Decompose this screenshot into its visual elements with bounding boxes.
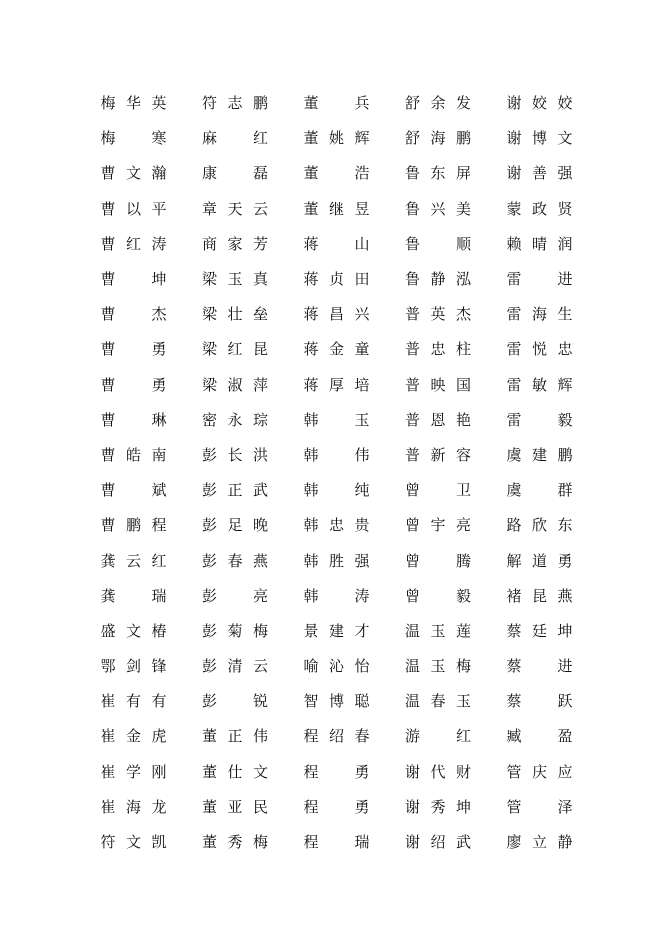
name-row bbox=[100, 684, 580, 719]
name-row bbox=[100, 755, 580, 790]
name-entry: 普 恩 艳 bbox=[404, 410, 471, 429]
name-entry: 普 映 国 bbox=[404, 375, 471, 394]
name-entry: 路 欣 东 bbox=[506, 516, 573, 535]
name-entry: 虞 建 鹏 bbox=[506, 445, 573, 464]
name-entry: 彭 清 云 bbox=[201, 657, 268, 676]
name-row bbox=[100, 614, 580, 649]
name-entry: 董 姚 辉 bbox=[303, 129, 370, 148]
name-entry: 商 家 芳 bbox=[201, 234, 268, 253]
name-entry: 韩 忠 贵 bbox=[303, 516, 370, 535]
name-entry: 普 新 容 bbox=[404, 445, 471, 464]
name-entry: 鲁 兴 美 bbox=[404, 199, 471, 218]
name-entry: 舒 海 鹏 bbox=[404, 129, 471, 148]
name-entry: 曹 皓 南 bbox=[100, 445, 167, 464]
name-entry: 曹 红 涛 bbox=[100, 234, 167, 253]
name-entry: 彭 正 武 bbox=[201, 481, 268, 500]
name-row bbox=[100, 121, 580, 156]
name-entry: 崔 学 刚 bbox=[100, 762, 167, 781]
name-entry: 符 文 凯 bbox=[100, 833, 167, 852]
name-entry: 盛 文 椿 bbox=[100, 621, 167, 640]
name-entry: 董 兵 bbox=[303, 94, 370, 113]
name-entry: 褚 昆 燕 bbox=[506, 586, 573, 605]
name-entry: 游 红 bbox=[404, 727, 471, 746]
name-entry: 智 博 聪 bbox=[303, 692, 370, 711]
name-entry: 董 浩 bbox=[303, 164, 370, 183]
name-entry: 雷 进 bbox=[506, 270, 573, 289]
name-row bbox=[100, 579, 580, 614]
name-entry: 蔡 跃 bbox=[506, 692, 573, 711]
name-entry: 谢 姣 姣 bbox=[506, 94, 573, 113]
name-entry: 蒙 政 贤 bbox=[506, 199, 573, 218]
name-row bbox=[100, 262, 580, 297]
name-entry: 鄂 剑 锋 bbox=[100, 657, 167, 676]
name-row bbox=[100, 156, 580, 191]
name-entry: 韩 玉 bbox=[303, 410, 370, 429]
name-entry: 蒋 金 童 bbox=[303, 340, 370, 359]
name-entry: 谢 绍 武 bbox=[404, 833, 471, 852]
name-entry: 管 泽 bbox=[506, 797, 573, 816]
name-entry: 曹 斌 bbox=[100, 481, 167, 500]
name-row bbox=[100, 790, 580, 825]
name-entry: 韩 胜 强 bbox=[303, 551, 370, 570]
name-entry: 曹 勇 bbox=[100, 340, 167, 359]
name-entry: 麻 红 bbox=[201, 129, 268, 148]
name-entry: 龚 云 红 bbox=[100, 551, 167, 570]
name-row bbox=[100, 508, 580, 543]
name-entry: 蔡 廷 坤 bbox=[506, 621, 573, 640]
name-row bbox=[100, 473, 580, 508]
name-entry: 谢 善 强 bbox=[506, 164, 573, 183]
name-entry: 彭 亮 bbox=[201, 586, 268, 605]
name-entry: 虞 群 bbox=[506, 481, 573, 500]
name-entry: 崔 金 虎 bbox=[100, 727, 167, 746]
name-row bbox=[100, 649, 580, 684]
name-row bbox=[100, 192, 580, 227]
name-row bbox=[100, 368, 580, 403]
name-entry: 雷 悦 忠 bbox=[506, 340, 573, 359]
name-entry: 梅 华 英 bbox=[100, 94, 167, 113]
name-entry: 彭 菊 梅 bbox=[201, 621, 268, 640]
name-entry: 蔡 进 bbox=[506, 657, 573, 676]
name-entry: 董 亚 民 bbox=[201, 797, 268, 816]
name-entry: 蒋 贞 田 bbox=[303, 270, 370, 289]
name-row bbox=[100, 86, 580, 121]
name-entry: 曹 以 平 bbox=[100, 199, 167, 218]
name-entry: 曹 琳 bbox=[100, 410, 167, 429]
name-entry: 董 继 昱 bbox=[303, 199, 370, 218]
name-entry: 曹 杰 bbox=[100, 305, 167, 324]
name-entry: 谢 博 文 bbox=[506, 129, 573, 148]
name-row bbox=[100, 297, 580, 332]
name-entry: 曾 宇 亮 bbox=[404, 516, 471, 535]
name-entry: 密 永 琮 bbox=[201, 410, 268, 429]
name-row bbox=[100, 403, 580, 438]
name-entry: 温 玉 莲 bbox=[404, 621, 471, 640]
name-row bbox=[100, 543, 580, 578]
name-list bbox=[100, 86, 580, 860]
name-entry: 曹 鹏 程 bbox=[100, 516, 167, 535]
name-entry: 彭 锐 bbox=[201, 692, 268, 711]
name-entry: 彭 春 燕 bbox=[201, 551, 268, 570]
name-entry: 董 仕 文 bbox=[201, 762, 268, 781]
name-entry: 谢 秀 坤 bbox=[404, 797, 471, 816]
name-entry: 彭 足 晚 bbox=[201, 516, 268, 535]
name-entry: 解 道 勇 bbox=[506, 551, 573, 570]
name-entry: 曹 坤 bbox=[100, 270, 167, 289]
name-entry: 蒋 山 bbox=[303, 234, 370, 253]
name-entry: 韩 涛 bbox=[303, 586, 370, 605]
name-entry: 雷 敏 辉 bbox=[506, 375, 573, 394]
name-entry: 曾 毅 bbox=[404, 586, 471, 605]
name-entry: 蒋 昌 兴 bbox=[303, 305, 370, 324]
name-entry: 鲁 东 屏 bbox=[404, 164, 471, 183]
name-row bbox=[100, 332, 580, 367]
name-entry: 梁 壮 垒 bbox=[201, 305, 268, 324]
name-entry: 彭 长 洪 bbox=[201, 445, 268, 464]
name-entry: 章 天 云 bbox=[201, 199, 268, 218]
name-row bbox=[100, 719, 580, 754]
name-entry: 董 正 伟 bbox=[201, 727, 268, 746]
name-entry: 董 秀 梅 bbox=[201, 833, 268, 852]
name-entry: 廖 立 静 bbox=[506, 833, 573, 852]
name-entry: 韩 纯 bbox=[303, 481, 370, 500]
name-entry: 梁 玉 真 bbox=[201, 270, 268, 289]
name-entry: 舒 余 发 bbox=[404, 94, 471, 113]
name-entry: 谢 代 财 bbox=[404, 762, 471, 781]
name-entry: 梅 寒 bbox=[100, 129, 167, 148]
name-entry: 康 磊 bbox=[201, 164, 268, 183]
name-entry: 崔 有 有 bbox=[100, 692, 167, 711]
name-entry: 雷 海 生 bbox=[506, 305, 573, 324]
name-entry: 曹 文 瀚 bbox=[100, 164, 167, 183]
name-row bbox=[100, 227, 580, 262]
name-entry: 梁 淑 萍 bbox=[201, 375, 268, 394]
name-entry: 喻 沁 怡 bbox=[303, 657, 370, 676]
name-entry: 普 英 杰 bbox=[404, 305, 471, 324]
name-entry: 赖 晴 润 bbox=[506, 234, 573, 253]
name-entry: 鲁 静 泓 bbox=[404, 270, 471, 289]
name-entry: 温 春 玉 bbox=[404, 692, 471, 711]
name-entry: 曾 卫 bbox=[404, 481, 471, 500]
name-entry: 龚 瑞 bbox=[100, 586, 167, 605]
name-entry: 景 建 才 bbox=[303, 621, 370, 640]
name-entry: 蒋 厚 培 bbox=[303, 375, 370, 394]
name-entry: 程 勇 bbox=[303, 797, 370, 816]
name-entry: 程 瑞 bbox=[303, 833, 370, 852]
name-entry: 程 绍 春 bbox=[303, 727, 370, 746]
name-entry: 温 玉 梅 bbox=[404, 657, 471, 676]
name-entry: 雷 毅 bbox=[506, 410, 573, 429]
name-row bbox=[100, 438, 580, 473]
name-row bbox=[100, 825, 580, 860]
name-entry: 符 志 鹏 bbox=[201, 94, 268, 113]
name-entry: 普 忠 柱 bbox=[404, 340, 471, 359]
name-entry: 曾 腾 bbox=[404, 551, 471, 570]
name-entry: 梁 红 昆 bbox=[201, 340, 268, 359]
name-entry: 崔 海 龙 bbox=[100, 797, 167, 816]
name-entry: 鲁 顺 bbox=[404, 234, 471, 253]
name-entry: 曹 勇 bbox=[100, 375, 167, 394]
name-entry: 臧 盈 bbox=[506, 727, 573, 746]
name-entry: 韩 伟 bbox=[303, 445, 370, 464]
name-entry: 程 勇 bbox=[303, 762, 370, 781]
name-entry: 管 庆 应 bbox=[506, 762, 573, 781]
